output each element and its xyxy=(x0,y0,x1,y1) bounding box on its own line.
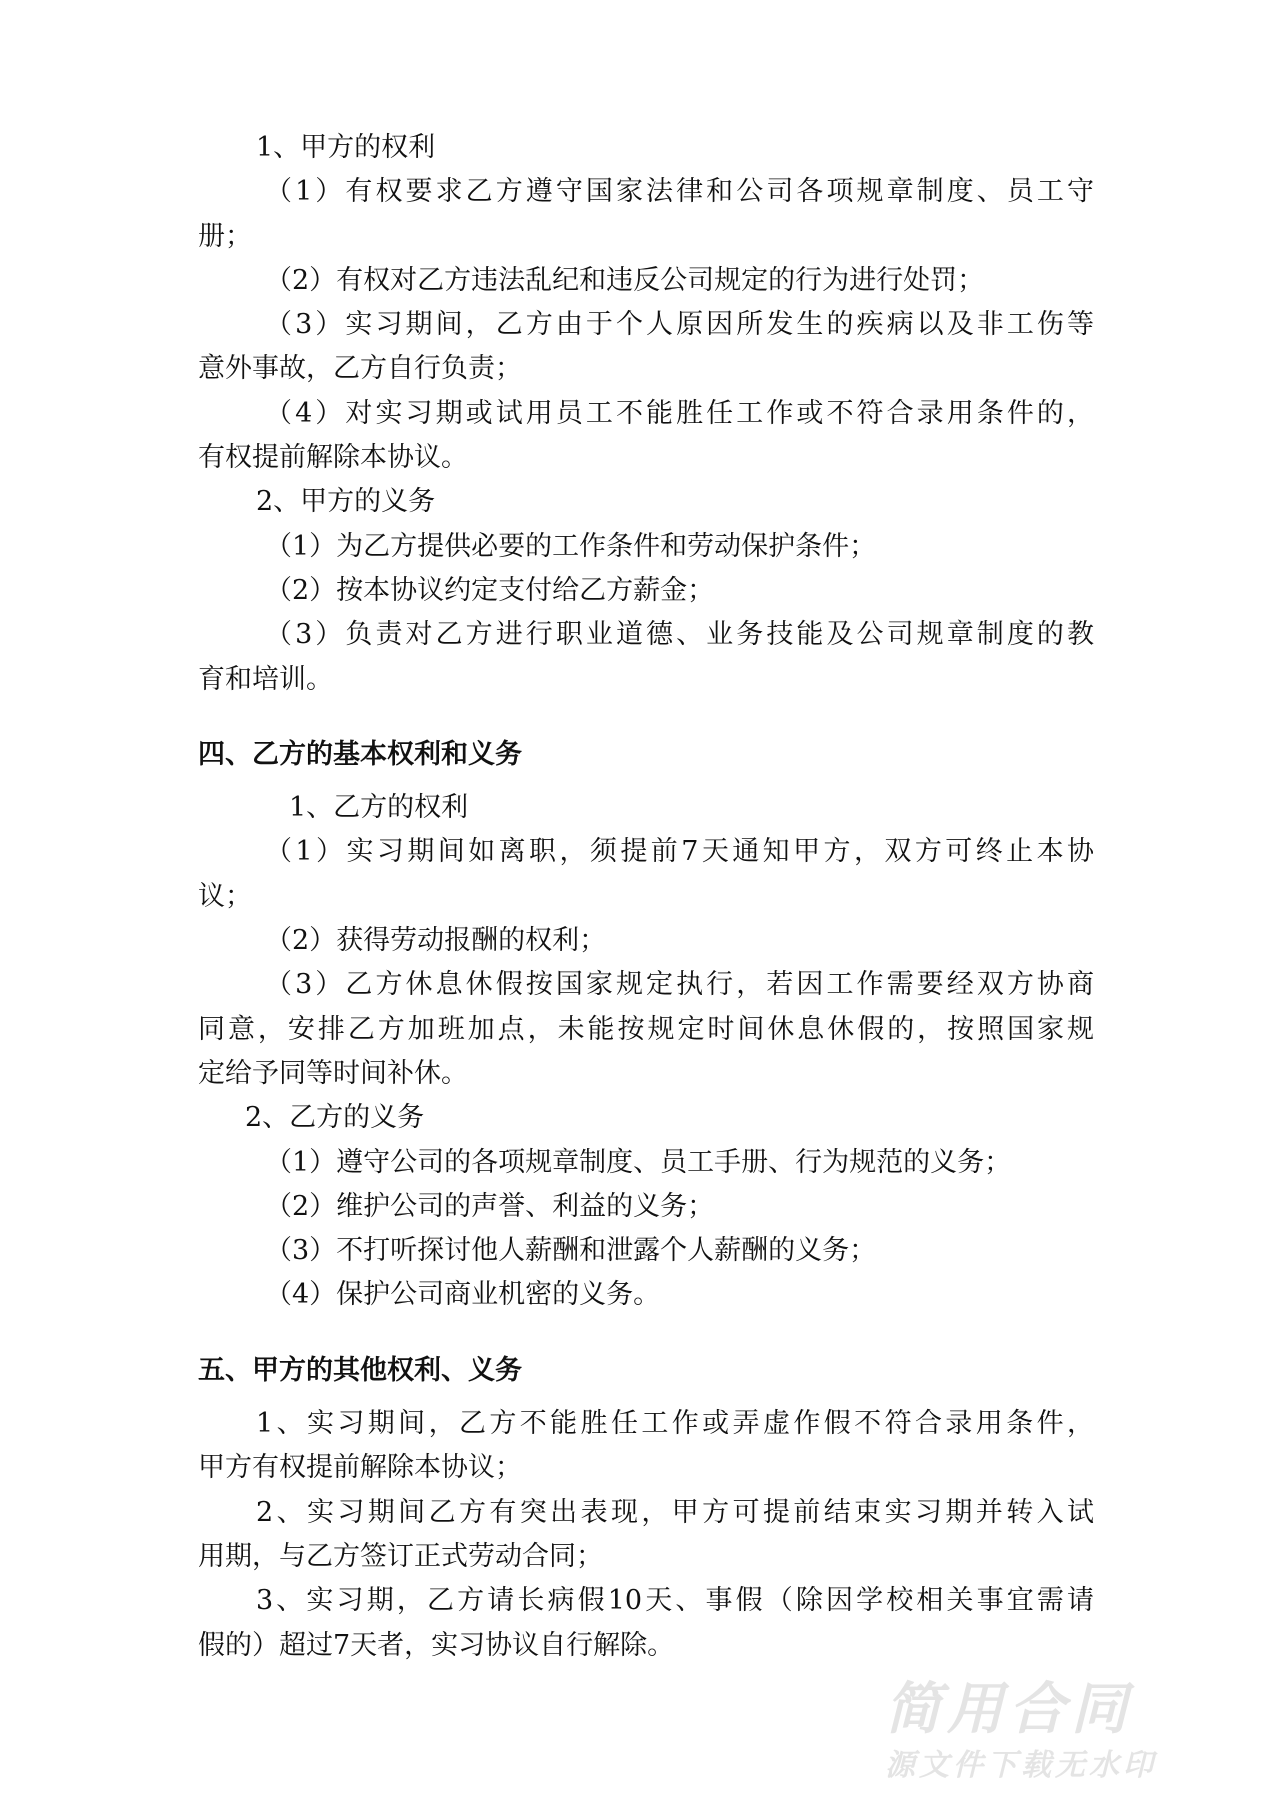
paragraph-line: 用期，与乙方签订正式劳动合同； xyxy=(198,1540,603,1572)
paragraph-line: 甲方有权提前解除本协议； xyxy=(198,1452,522,1484)
paragraph-line: 假的）超过7天者，实习协议自行解除。 xyxy=(198,1629,675,1661)
paragraph-line: （2）按本协议约定支付给乙方薪金； xyxy=(265,574,715,606)
paragraph-line: 册； xyxy=(198,220,252,252)
watermark-brand: 简用合同 xyxy=(885,1677,1133,1742)
paragraph-line: 3、实习期，乙方请长病假10天、事假（除因学校相关事宜需请 xyxy=(256,1585,1094,1617)
paragraph-line: 1、实习期间，乙方不能胜任工作或弄虚作假不符合录用条件， xyxy=(256,1408,1094,1440)
paragraph-line: （3）乙方休息休假按国家规定执行，若因工作需要经双方协商 xyxy=(265,969,1094,1001)
paragraph-line: （4）保护公司商业机密的义务。 xyxy=(265,1279,661,1311)
section-heading: 五、甲方的其他权利、义务 xyxy=(198,1354,522,1386)
paragraph-line: 同意，安排乙方加班加点，未能按规定时间休息休假的，按照国家规 xyxy=(198,1013,1094,1045)
paragraph-line: （2）获得劳动报酬的权利； xyxy=(265,925,607,957)
watermark-slogan: 源文件下载无水印 xyxy=(885,1748,1157,1783)
paragraph-line: 议； xyxy=(198,880,252,912)
paragraph-line: 意外事故，乙方自行负责； xyxy=(198,353,522,385)
paragraph-line: （2）维护公司的声誉、利益的义务； xyxy=(265,1190,715,1222)
subheading: 2、甲方的义务 xyxy=(256,486,436,518)
paragraph-line: 育和培训。 xyxy=(198,663,333,695)
document-body xyxy=(198,126,1094,1668)
subheading: 1、甲方的权利 xyxy=(256,132,436,163)
paragraph-line: （3）实习期间，乙方由于个人原因所发生的疾病以及非工伤等 xyxy=(265,309,1094,341)
paragraph-line: （4）对实习期或试用员工不能胜任工作或不符合录用条件的， xyxy=(265,397,1094,429)
paragraph-line: （1）实习期间如离职，须提前7天通知甲方，双方可终止本协 xyxy=(265,836,1094,868)
paragraph-line: （1）遵守公司的各项规章制度、员工手册、行为规范的义务； xyxy=(265,1146,1012,1178)
paragraph-line: 定给予同等时间补休。 xyxy=(198,1057,468,1089)
paragraph-line: （1）为乙方提供必要的工作条件和劳动保护条件； xyxy=(265,530,877,562)
subheading: 2、乙方的义务 xyxy=(245,1102,425,1134)
paragraph-line: （1）有权要求乙方遵守国家法律和公司各项规章制度、员工守 xyxy=(265,176,1094,208)
paragraph-line: （3）负责对乙方进行职业道德、业务技能及公司规章制度的教 xyxy=(265,619,1094,651)
paragraph-line: （3）不打听探讨他人薪酬和泄露个人薪酬的义务； xyxy=(265,1235,877,1267)
paragraph-line: 2、实习期间乙方有突出表现，甲方可提前结束实习期并转入试 xyxy=(256,1496,1094,1528)
paragraph-line: 有权提前解除本协议。 xyxy=(198,442,468,474)
section-heading: 四、乙方的基本权利和义务 xyxy=(198,738,522,770)
paragraph-line: （2）有权对乙方违法乱纪和违反公司规定的行为进行处罚； xyxy=(265,264,985,296)
subheading: 1、乙方的权利 xyxy=(289,792,469,824)
